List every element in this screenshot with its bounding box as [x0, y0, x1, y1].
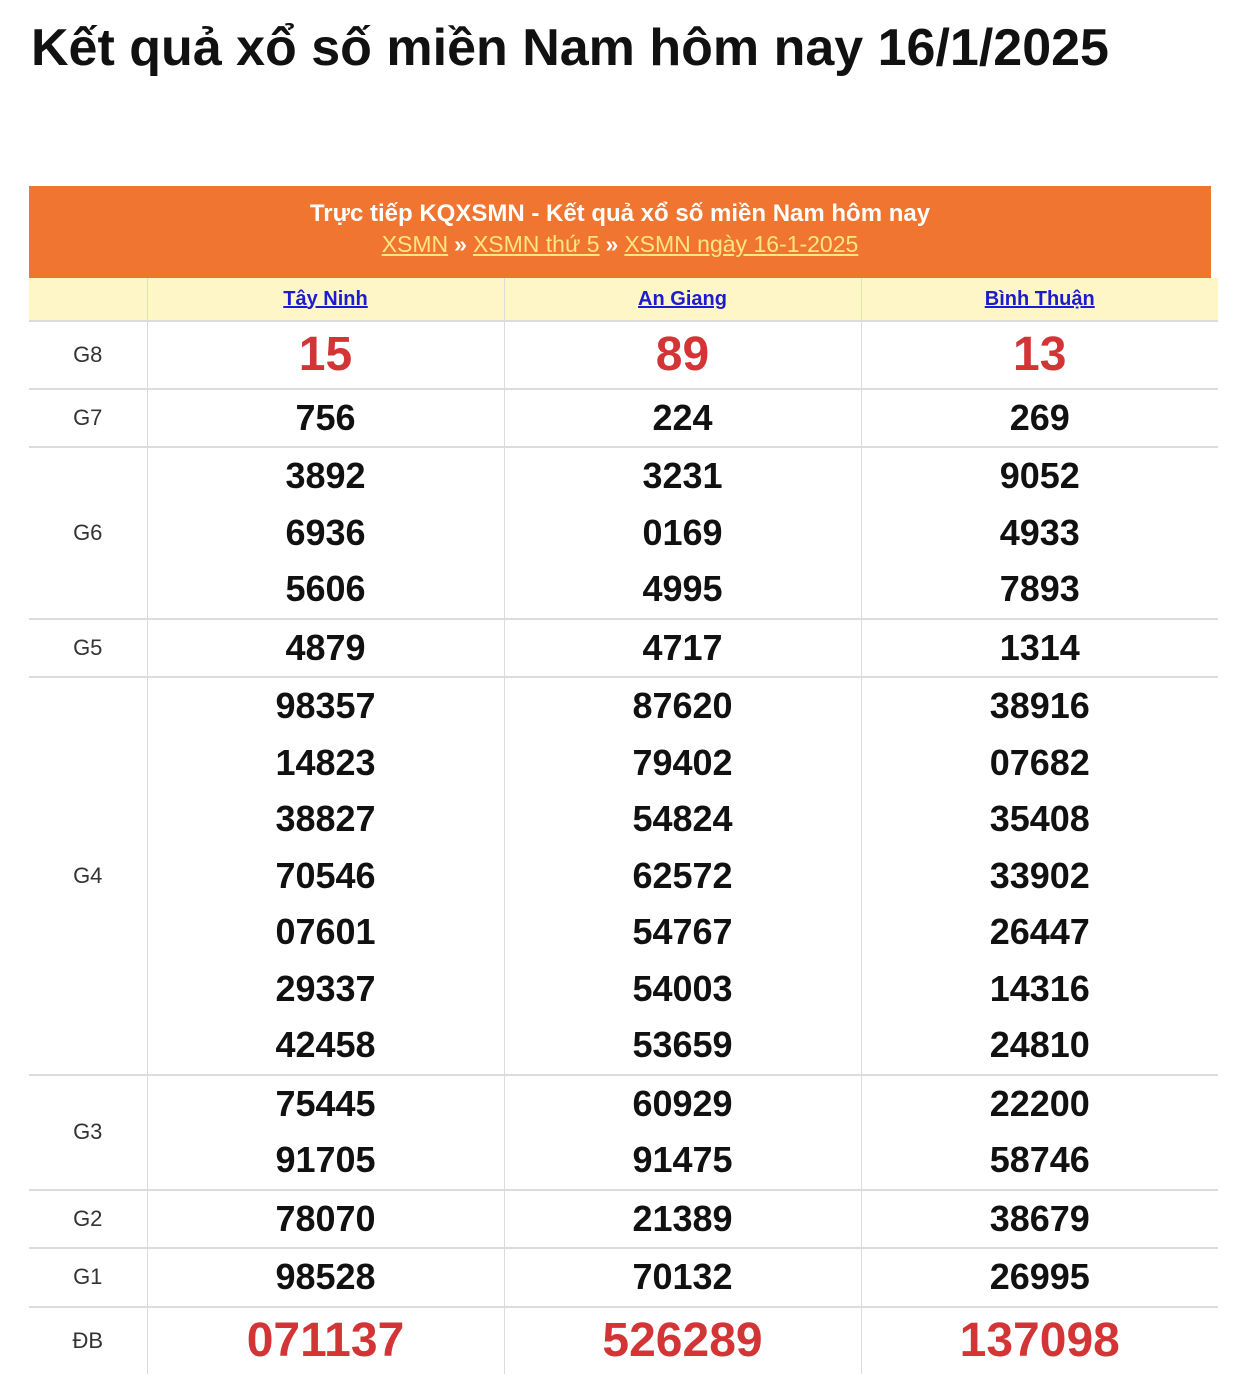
result-number: 98528 — [275, 1256, 376, 1297]
result-number: 4717 — [642, 626, 723, 668]
result-number: 70132 — [632, 1256, 733, 1297]
province-header — [504, 278, 861, 321]
breadcrumb — [29, 229, 1211, 259]
prize-label: G7 — [29, 389, 147, 447]
prize-cell — [861, 1075, 1218, 1190]
prize-label: G6 — [29, 447, 147, 619]
prize-row — [29, 677, 1218, 1075]
result-number: 22200 — [989, 1082, 1090, 1124]
prize-cell — [504, 1190, 861, 1249]
result-number: 42458 — [275, 1024, 376, 1065]
prize-cell — [861, 389, 1218, 447]
result-number: 269 — [1009, 397, 1070, 438]
result-number: 38827 — [275, 798, 376, 839]
banner-title: Trực tiếp KQXSMN - Kết quả xổ số miền Nam hôm nay — [309, 200, 931, 227]
prize-cell — [861, 321, 1218, 389]
result-number: 14316 — [989, 967, 1090, 1009]
prize-label: ĐB — [29, 1307, 147, 1374]
prize-cell — [147, 1307, 504, 1374]
result-number: 91705 — [275, 1139, 376, 1180]
result-number: 91475 — [632, 1139, 733, 1180]
prize-cell — [861, 619, 1218, 678]
special-prize-number: 526289 — [602, 1313, 763, 1367]
results-table — [29, 186, 1211, 1374]
prize-cell — [147, 447, 504, 619]
result-number: 4995 — [642, 568, 723, 609]
result-number: 75445 — [275, 1082, 376, 1124]
result-number: 54003 — [632, 967, 733, 1009]
result-number: 4879 — [285, 626, 366, 668]
result-number: 89 — [655, 328, 710, 381]
prize-cell — [504, 619, 861, 678]
special-prize-number: 137098 — [959, 1313, 1120, 1367]
prize-cell — [147, 321, 504, 389]
prize-grid — [29, 278, 1218, 1374]
prize-label: G4 — [29, 677, 147, 1075]
prize-cell — [147, 1190, 504, 1249]
result-number: 1314 — [999, 626, 1080, 668]
result-number: 14823 — [275, 741, 376, 783]
result-number: 6936 — [285, 511, 366, 553]
prize-label: G8 — [29, 321, 147, 389]
result-number: 7893 — [999, 568, 1080, 609]
breadcrumb-separator: » — [454, 231, 467, 257]
prize-cell — [504, 389, 861, 447]
result-number: 53659 — [632, 1024, 733, 1065]
prize-cell — [861, 677, 1218, 1075]
result-number: 70546 — [275, 854, 376, 896]
province-header — [147, 278, 504, 321]
result-number: 26995 — [989, 1256, 1090, 1297]
prize-cell — [504, 447, 861, 619]
prize-label: G3 — [29, 1075, 147, 1190]
special-prize-number: 071137 — [246, 1313, 405, 1367]
result-number: 26447 — [989, 911, 1090, 952]
result-number: 38916 — [989, 685, 1090, 726]
result-number: 9052 — [999, 455, 1080, 496]
prize-row — [29, 389, 1218, 447]
breadcrumb-link-xsmn-thu-5[interactable]: XSMN thứ 5 — [472, 231, 600, 257]
breadcrumb-link-xsmn-date[interactable]: XSMN ngày 16-1-2025 — [624, 231, 859, 257]
result-number: 3231 — [642, 455, 723, 496]
prize-cell — [147, 389, 504, 447]
prize-cell — [861, 1307, 1218, 1374]
result-number: 35408 — [989, 798, 1090, 839]
result-number: 29337 — [275, 967, 376, 1009]
result-number: 98357 — [275, 685, 376, 726]
result-number: 24810 — [989, 1024, 1090, 1065]
prize-cell — [861, 447, 1218, 619]
province-link[interactable]: Bình Thuận — [984, 287, 1095, 310]
result-number: 3892 — [285, 455, 366, 496]
prize-row — [29, 1307, 1218, 1374]
prize-row — [29, 1248, 1218, 1307]
prize-cell — [504, 1248, 861, 1307]
prize-cell — [861, 1190, 1218, 1249]
result-number: 4933 — [999, 511, 1080, 553]
prize-cell — [147, 619, 504, 678]
result-number: 58746 — [989, 1139, 1090, 1180]
province-header-row — [29, 278, 1218, 321]
breadcrumb-link-xsmn[interactable]: XSMN — [381, 231, 449, 257]
prize-row — [29, 447, 1218, 619]
province-link[interactable]: Tây Ninh — [283, 287, 368, 310]
result-number: 78070 — [275, 1197, 376, 1239]
prize-row — [29, 1190, 1218, 1249]
result-number: 224 — [652, 397, 713, 438]
result-number: 62572 — [632, 854, 733, 896]
prize-row — [29, 1075, 1218, 1190]
result-number: 5606 — [285, 568, 366, 609]
page-title: Kết quả xổ số miền Nam hôm nay 16/1/2025 — [31, 19, 1109, 77]
prize-cell — [147, 1075, 504, 1190]
result-number: 38679 — [989, 1197, 1090, 1239]
result-number: 0169 — [642, 511, 723, 553]
province-header — [861, 278, 1218, 321]
prize-cell — [147, 677, 504, 1075]
prize-cell — [504, 1307, 861, 1374]
result-number: 54767 — [632, 911, 733, 952]
prize-cell — [861, 1248, 1218, 1307]
prize-cell — [504, 321, 861, 389]
result-number: 79402 — [632, 741, 733, 783]
prize-cell — [504, 677, 861, 1075]
result-number: 07682 — [989, 741, 1090, 783]
result-number: 07601 — [275, 911, 376, 952]
result-number: 87620 — [632, 685, 733, 726]
prize-label: G5 — [29, 619, 147, 678]
province-link[interactable]: An Giang — [638, 287, 727, 310]
result-number: 54824 — [632, 798, 733, 839]
table-banner — [29, 186, 1211, 278]
prize-row — [29, 619, 1218, 678]
result-number: 33902 — [989, 854, 1090, 896]
prize-row — [29, 321, 1218, 389]
result-number: 60929 — [632, 1082, 733, 1124]
prize-label: G1 — [29, 1248, 147, 1307]
result-number: 21389 — [632, 1197, 733, 1239]
result-number: 13 — [1013, 328, 1067, 381]
header-corner — [29, 278, 147, 321]
prize-cell — [504, 1075, 861, 1190]
prize-cell — [147, 1248, 504, 1307]
prize-label: G2 — [29, 1190, 147, 1249]
breadcrumb-separator: » — [605, 231, 619, 257]
result-number: 756 — [295, 397, 356, 438]
result-number: 15 — [298, 328, 353, 381]
